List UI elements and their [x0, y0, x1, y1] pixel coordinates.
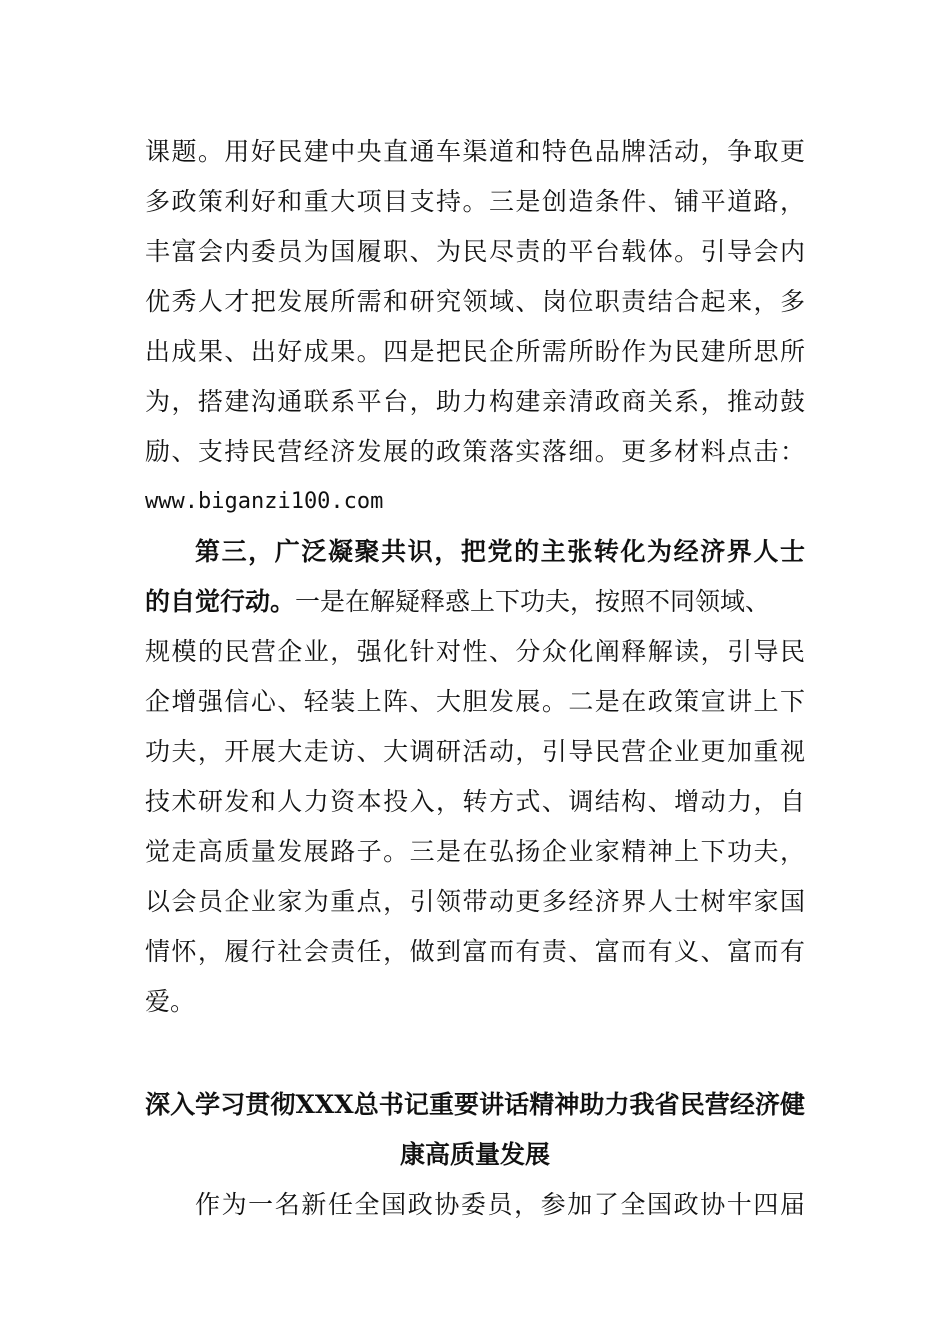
paragraph-line: 励、支持民营经济发展的政策落实落细。更多材料点击： — [145, 437, 805, 466]
paragraph-text: 一是在解疑释惑上下功夫，按照不同领域、 — [295, 587, 771, 616]
paragraph-line: 企增强信心、轻装上阵、大胆发展。二是在政策宣讲上下 — [145, 687, 805, 716]
article-title-line: 康高质量发展 — [399, 1140, 550, 1169]
paragraph-line: 功夫，开展大走访、大调研活动，引导民营企业更加重视 — [145, 737, 805, 766]
paragraph-line: 作为一名新任全国政协委员，参加了全国政协十四届 — [195, 1190, 805, 1219]
section-heading-tail: 的自觉行动。 — [145, 587, 296, 616]
paragraph-line: 优秀人才把发展所需和研究领域、岗位职责结合起来，多 — [145, 287, 805, 316]
paragraph-line: 出成果、出好成果。四是把民企所需所盼作为民建所思所 — [145, 337, 805, 366]
paragraph-line: 多政策利好和重大项目支持。三是创造条件、铺平道路， — [145, 187, 805, 216]
paragraph-line-mixed — [145, 577, 805, 627]
paragraph-line: 技术研发和人力资本投入，转方式、调结构、增动力，自 — [145, 787, 805, 816]
paragraph-line: 规模的民营企业，强化针对性、分众化阐释解读，引导民 — [145, 637, 805, 666]
article-title-line: 深入学习贯彻XXX总书记重要讲话精神助力我省民营经济健 — [145, 1090, 805, 1119]
paragraph-line: 爱。 — [145, 987, 196, 1016]
paragraph-line: 课题。用好民建中央直通车渠道和特色品牌活动，争取更 — [145, 137, 805, 166]
paragraph-line: 为，搭建沟通联系平台，助力构建亲清政商关系，推动鼓 — [145, 387, 805, 416]
section-heading-line: 第三，广泛凝聚共识，把党的主张转化为经济界人士 — [195, 537, 805, 566]
paragraph-line: 丰富会内委员为国履职、为民尽责的平台载体。引导会内 — [145, 237, 805, 266]
paragraph-url-text: www.biganzi100.com — [145, 489, 384, 514]
paragraph-line: 情怀，履行社会责任，做到富而有责、富而有义、富而有 — [145, 937, 805, 966]
paragraph-line: 觉走高质量发展路子。三是在弘扬企业家精神上下功夫， — [145, 837, 805, 866]
paragraph-line: 以会员企业家为重点，引领带动更多经济界人士树牢家国 — [145, 887, 805, 916]
